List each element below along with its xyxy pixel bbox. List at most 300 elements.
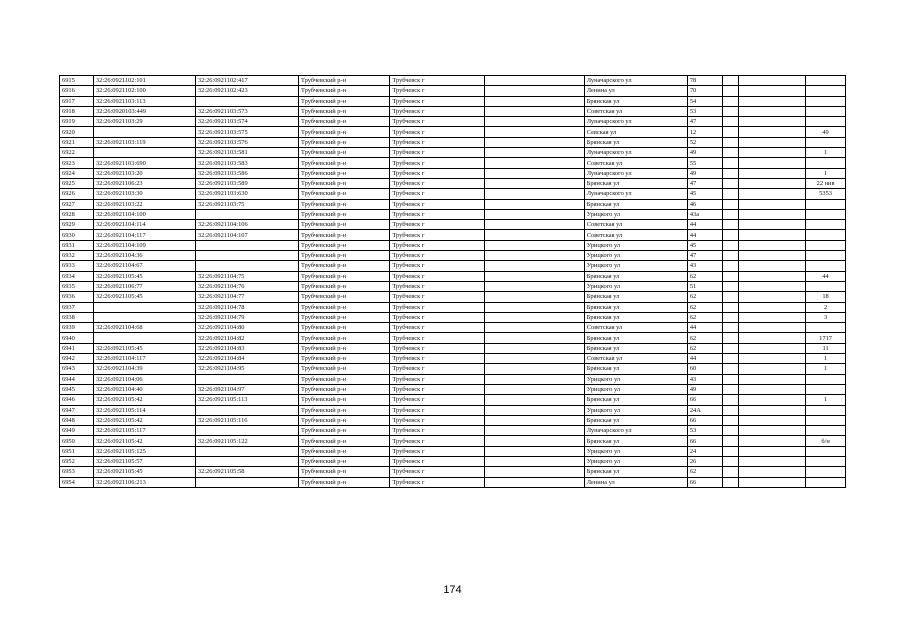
cell-house-number: 62 — [687, 343, 722, 353]
cell-row-number: 6918 — [60, 106, 94, 116]
cell-locality — [485, 384, 585, 394]
cell-cadastral-number: 32:26:0921105:114 — [93, 405, 195, 415]
cell-extra — [806, 251, 846, 261]
cell-house-number: 49 — [687, 148, 722, 158]
table-row — [60, 178, 846, 188]
cell-apartment — [739, 96, 806, 106]
cell-city: Трубчевск г — [390, 333, 485, 343]
cell-building — [722, 178, 738, 188]
cell-district: Трубчевский р-н — [298, 302, 389, 312]
cell-related-cadastral-number: 32:26:0921103:581 — [195, 148, 298, 158]
cell-cadastral-number: 32:26:0921105:45 — [93, 271, 195, 281]
cell-locality — [485, 117, 585, 127]
cell-building — [722, 76, 738, 86]
cell-street: Урицкого ул — [584, 281, 687, 291]
cell-locality — [485, 199, 585, 209]
cell-house-number: 49 — [687, 168, 722, 178]
cell-building — [722, 456, 738, 466]
table-row — [60, 364, 846, 374]
table-row — [60, 467, 846, 477]
cell-cadastral-number: 32:26:0921103:690 — [93, 158, 195, 168]
cell-locality — [485, 364, 585, 374]
cell-street: Ленина ул — [584, 86, 687, 96]
cell-apartment — [739, 281, 806, 291]
cell-cadastral-number: 32:26:0921105:42 — [93, 436, 195, 446]
cell-related-cadastral-number: 32:26:0921103:575 — [195, 127, 298, 137]
cell-house-number: 26 — [687, 456, 722, 466]
cell-cadastral-number: 32:26:0921105:45 — [93, 292, 195, 302]
cell-locality — [485, 333, 585, 343]
cell-district: Трубчевский р-н — [298, 312, 389, 322]
cell-apartment — [739, 395, 806, 405]
cell-row-number: 6952 — [60, 456, 94, 466]
cell-extra — [806, 96, 846, 106]
cell-street: Урицкого ул — [584, 446, 687, 456]
table-row — [60, 209, 846, 219]
cell-house-number: 62 — [687, 292, 722, 302]
cell-building — [722, 436, 738, 446]
cell-cadastral-number: 32:26:0921105:125 — [93, 446, 195, 456]
cell-house-number: 53 — [687, 426, 722, 436]
cell-building — [722, 323, 738, 333]
cell-locality — [485, 456, 585, 466]
cell-city: Трубчевск г — [390, 292, 485, 302]
table-row — [60, 477, 846, 487]
cell-house-number: 49 — [687, 384, 722, 394]
cell-extra — [806, 261, 846, 271]
cell-district: Трубчевский р-н — [298, 168, 389, 178]
cell-apartment — [739, 333, 806, 343]
cell-locality — [485, 137, 585, 147]
cell-city: Трубчевск г — [390, 426, 485, 436]
cell-street: Советская ул — [584, 354, 687, 364]
cell-city: Трубчевск г — [390, 199, 485, 209]
cell-building — [722, 251, 738, 261]
cell-row-number: 6940 — [60, 333, 94, 343]
cell-city: Трубчевск г — [390, 281, 485, 291]
cell-city: Трубчевск г — [390, 86, 485, 96]
cell-district: Трубчевский р-н — [298, 343, 389, 353]
cell-house-number: 43 — [687, 374, 722, 384]
cell-locality — [485, 302, 585, 312]
cell-locality — [485, 240, 585, 250]
cell-locality — [485, 436, 585, 446]
table-row — [60, 137, 846, 147]
cell-building — [722, 271, 738, 281]
cell-city: Трубчевск г — [390, 312, 485, 322]
cell-building — [722, 230, 738, 240]
cell-building — [722, 302, 738, 312]
table-row — [60, 148, 846, 158]
cell-city: Трубчевск г — [390, 137, 485, 147]
cell-locality — [485, 209, 585, 219]
cell-related-cadastral-number — [195, 446, 298, 456]
cell-locality — [485, 281, 585, 291]
cell-district: Трубчевский р-н — [298, 395, 389, 405]
cell-related-cadastral-number — [195, 374, 298, 384]
cell-apartment — [739, 292, 806, 302]
cell-district: Трубчевский р-н — [298, 477, 389, 487]
table-row — [60, 302, 846, 312]
cell-building — [722, 220, 738, 230]
cell-street: Луначарского ул — [584, 148, 687, 158]
cell-house-number: 24 — [687, 446, 722, 456]
cell-row-number: 6925 — [60, 178, 94, 188]
cell-extra — [806, 456, 846, 466]
cell-building — [722, 148, 738, 158]
cell-house-number: 45 — [687, 189, 722, 199]
cell-district: Трубчевский р-н — [298, 271, 389, 281]
table-row — [60, 86, 846, 96]
table-row — [60, 281, 846, 291]
cell-house-number: 47 — [687, 178, 722, 188]
cell-row-number: 6929 — [60, 220, 94, 230]
cell-building — [722, 158, 738, 168]
cell-row-number: 6921 — [60, 137, 94, 147]
cell-related-cadastral-number: 32:26:0921104:84 — [195, 354, 298, 364]
cell-city: Трубчевск г — [390, 220, 485, 230]
cell-apartment — [739, 209, 806, 219]
table-row — [60, 343, 846, 353]
table-row — [60, 199, 846, 209]
cell-related-cadastral-number: 32:26:0921104:80 — [195, 323, 298, 333]
cell-city: Трубчевск г — [390, 76, 485, 86]
cell-row-number: 6924 — [60, 168, 94, 178]
cell-cadastral-number: 32:26:0921103:30 — [93, 189, 195, 199]
cell-building — [722, 467, 738, 477]
cell-related-cadastral-number: 32:26:0921103:574 — [195, 117, 298, 127]
cell-apartment — [739, 271, 806, 281]
cell-apartment — [739, 312, 806, 322]
cell-city: Трубчевск г — [390, 271, 485, 281]
cell-apartment — [739, 240, 806, 250]
cell-locality — [485, 261, 585, 271]
cell-related-cadastral-number: 32:26:0921103:75 — [195, 199, 298, 209]
cell-related-cadastral-number: 32:26:0921104:77 — [195, 292, 298, 302]
cell-cadastral-number — [93, 148, 195, 158]
table-row — [60, 405, 846, 415]
cell-street: Луначарского ул — [584, 189, 687, 199]
cell-house-number: 44 — [687, 354, 722, 364]
cell-street: Брянская ул — [584, 271, 687, 281]
cell-street: Брянская ул — [584, 364, 687, 374]
cell-related-cadastral-number: 32:26:0921104:106 — [195, 220, 298, 230]
cell-apartment — [739, 86, 806, 96]
table-row — [60, 168, 846, 178]
cell-extra — [806, 230, 846, 240]
cell-street: Урицкого ул — [584, 456, 687, 466]
cell-district: Трубчевский р-н — [298, 374, 389, 384]
cell-district: Трубчевский р-н — [298, 292, 389, 302]
cell-district: Трубчевский р-н — [298, 384, 389, 394]
cell-street: Луначарского ул — [584, 168, 687, 178]
cell-locality — [485, 467, 585, 477]
cell-related-cadastral-number: 32:26:0921103:573 — [195, 106, 298, 116]
cell-street: Брянская ул — [584, 467, 687, 477]
cell-row-number: 6933 — [60, 261, 94, 271]
cell-cadastral-number: 32:26:0921104:39 — [93, 364, 195, 374]
cell-locality — [485, 477, 585, 487]
cadastral-table — [59, 75, 846, 488]
cell-locality — [485, 395, 585, 405]
cell-locality — [485, 178, 585, 188]
cell-city: Трубчевск г — [390, 323, 485, 333]
cell-cadastral-number: 32:26:0921106:213 — [93, 477, 195, 487]
cell-row-number: 6917 — [60, 96, 94, 106]
cell-city: Трубчевск г — [390, 240, 485, 250]
cell-cadastral-number: 32:26:0921104:117 — [93, 354, 195, 364]
cell-locality — [485, 323, 585, 333]
cell-row-number: 6915 — [60, 76, 94, 86]
cell-building — [722, 364, 738, 374]
cell-extra: 2 — [806, 302, 846, 312]
cell-cadastral-number: 32:26:0921104:67 — [93, 261, 195, 271]
cell-extra — [806, 405, 846, 415]
cell-city: Трубчевск г — [390, 364, 485, 374]
cell-extra — [806, 384, 846, 394]
cell-locality — [485, 168, 585, 178]
cell-related-cadastral-number: 32:26:0921103:583 — [195, 158, 298, 168]
cell-extra — [806, 240, 846, 250]
cell-related-cadastral-number: 32:26:0921104:76 — [195, 281, 298, 291]
cell-locality — [485, 76, 585, 86]
cell-row-number: 6941 — [60, 343, 94, 353]
cell-row-number: 6935 — [60, 281, 94, 291]
cell-row-number: 6928 — [60, 209, 94, 219]
cell-street: Брянская ул — [584, 436, 687, 446]
cell-row-number: 6919 — [60, 117, 94, 127]
cell-extra: 11 — [806, 343, 846, 353]
cell-related-cadastral-number: 32:26:0921105:116 — [195, 415, 298, 425]
cell-extra: 1717 — [806, 333, 846, 343]
cell-house-number: 66 — [687, 415, 722, 425]
cell-apartment — [739, 148, 806, 158]
cell-row-number: 6920 — [60, 127, 94, 137]
cell-locality — [485, 189, 585, 199]
table-row — [60, 333, 846, 343]
cell-district: Трубчевский р-н — [298, 354, 389, 364]
cell-street: Брянская ул — [584, 333, 687, 343]
cell-row-number: 6953 — [60, 467, 94, 477]
cell-city: Трубчевск г — [390, 477, 485, 487]
cell-apartment — [739, 446, 806, 456]
cell-district: Трубчевский р-н — [298, 209, 389, 219]
cell-extra: 3 — [806, 312, 846, 322]
cell-locality — [485, 148, 585, 158]
cell-related-cadastral-number — [195, 261, 298, 271]
table-row — [60, 384, 846, 394]
table-row — [60, 251, 846, 261]
cell-extra — [806, 158, 846, 168]
cell-extra — [806, 209, 846, 219]
cell-locality — [485, 343, 585, 353]
cell-street: Брянская ул — [584, 302, 687, 312]
cell-extra: 1 — [806, 395, 846, 405]
cell-cadastral-number: 32:26:0920103:449 — [93, 106, 195, 116]
cell-related-cadastral-number: 32:26:0921104:95 — [195, 364, 298, 374]
cell-building — [722, 86, 738, 96]
cell-apartment — [739, 343, 806, 353]
cell-locality — [485, 220, 585, 230]
cell-house-number: 46 — [687, 199, 722, 209]
cell-street: Брянская ул — [584, 395, 687, 405]
cell-street: Советская ул — [584, 158, 687, 168]
cell-street: Луначарского ул — [584, 426, 687, 436]
cell-street: Брянская ул — [584, 137, 687, 147]
cell-cadastral-number: 32:26:0921102:101 — [93, 76, 195, 86]
cell-building — [722, 395, 738, 405]
cell-row-number: 6934 — [60, 271, 94, 281]
cell-city: Трубчевск г — [390, 354, 485, 364]
cell-cadastral-number: 32:26:0921105:45 — [93, 467, 195, 477]
cell-cadastral-number: 32:26:0921106:23 — [93, 178, 195, 188]
cell-apartment — [739, 354, 806, 364]
cell-house-number: 43а — [687, 209, 722, 219]
cell-building — [722, 199, 738, 209]
cell-locality — [485, 292, 585, 302]
cell-building — [722, 292, 738, 302]
table-row — [60, 415, 846, 425]
cell-building — [722, 106, 738, 116]
cell-district: Трубчевский р-н — [298, 323, 389, 333]
cell-cadastral-number: 32:26:0921104:114 — [93, 220, 195, 230]
cell-cadastral-number: 32:26:0921106:77 — [93, 281, 195, 291]
cell-row-number: 6942 — [60, 354, 94, 364]
cell-extra: 1 — [806, 354, 846, 364]
cell-related-cadastral-number: 32:26:0921102:423 — [195, 86, 298, 96]
cell-related-cadastral-number: 32:26:0921104:82 — [195, 333, 298, 343]
cell-related-cadastral-number: 32:26:0921104:83 — [195, 343, 298, 353]
cell-building — [722, 127, 738, 137]
cell-city: Трубчевск г — [390, 395, 485, 405]
cell-city: Трубчевск г — [390, 178, 485, 188]
cell-apartment — [739, 127, 806, 137]
cell-district: Трубчевский р-н — [298, 281, 389, 291]
cell-related-cadastral-number: 32:26:0921105:122 — [195, 436, 298, 446]
cell-related-cadastral-number — [195, 426, 298, 436]
cell-related-cadastral-number — [195, 405, 298, 415]
cell-cadastral-number — [93, 302, 195, 312]
cell-row-number: 6951 — [60, 446, 94, 456]
cell-house-number: 44 — [687, 220, 722, 230]
cell-house-number: 62 — [687, 467, 722, 477]
cell-building — [722, 281, 738, 291]
cell-row-number: 6926 — [60, 189, 94, 199]
cell-related-cadastral-number — [195, 251, 298, 261]
cell-house-number: 12 — [687, 127, 722, 137]
cell-street: Брянская ул — [584, 199, 687, 209]
cell-locality — [485, 312, 585, 322]
cell-house-number: 62 — [687, 333, 722, 343]
cell-apartment — [739, 261, 806, 271]
cell-extra — [806, 323, 846, 333]
cell-row-number: 6939 — [60, 323, 94, 333]
cell-building — [722, 117, 738, 127]
cell-district: Трубчевский р-н — [298, 137, 389, 147]
cell-district: Трубчевский р-н — [298, 106, 389, 116]
cell-house-number: 43 — [687, 261, 722, 271]
cell-house-number: 47 — [687, 251, 722, 261]
cell-building — [722, 354, 738, 364]
cell-district: Трубчевский р-н — [298, 86, 389, 96]
cell-extra — [806, 467, 846, 477]
cell-city: Трубчевск г — [390, 127, 485, 137]
table-body — [60, 76, 846, 488]
cell-building — [722, 415, 738, 425]
cell-district: Трубчевский р-н — [298, 76, 389, 86]
cell-cadastral-number: 32:26:0921104:68 — [93, 323, 195, 333]
cell-extra: 1 — [806, 364, 846, 374]
cell-apartment — [739, 323, 806, 333]
cell-street: Брянская ул — [584, 292, 687, 302]
cell-cadastral-number: 32:26:0921105:42 — [93, 395, 195, 405]
cell-street: Урицкого ул — [584, 240, 687, 250]
cell-extra — [806, 374, 846, 384]
cell-row-number: 6944 — [60, 374, 94, 384]
cell-apartment — [739, 436, 806, 446]
cell-house-number: 51 — [687, 281, 722, 291]
cell-apartment — [739, 384, 806, 394]
cell-city: Трубчевск г — [390, 251, 485, 261]
cell-row-number: 6927 — [60, 199, 94, 209]
cell-building — [722, 168, 738, 178]
cell-apartment — [739, 220, 806, 230]
cell-locality — [485, 86, 585, 96]
cell-related-cadastral-number: 32:26:0921104:79 — [195, 312, 298, 322]
cell-building — [722, 96, 738, 106]
cell-building — [722, 209, 738, 219]
cell-street: Брянская ул — [584, 343, 687, 353]
cell-extra — [806, 446, 846, 456]
cell-row-number: 6930 — [60, 230, 94, 240]
cell-cadastral-number: 32:26:0921105:42 — [93, 415, 195, 425]
cell-city: Трубчевск г — [390, 415, 485, 425]
cell-extra: 1 — [806, 148, 846, 158]
cell-city: Трубчевск г — [390, 148, 485, 158]
cell-building — [722, 446, 738, 456]
cell-related-cadastral-number — [195, 240, 298, 250]
cell-row-number: 6947 — [60, 405, 94, 415]
cell-row-number: 6945 — [60, 384, 94, 394]
table-row — [60, 426, 846, 436]
cell-row-number: 6948 — [60, 415, 94, 425]
cell-street: Советская ул — [584, 106, 687, 116]
cell-district: Трубчевский р-н — [298, 467, 389, 477]
cell-extra: 18 — [806, 292, 846, 302]
cell-house-number: 60 — [687, 364, 722, 374]
cell-cadastral-number: 32:26:0921103:20 — [93, 168, 195, 178]
cell-apartment — [739, 415, 806, 425]
cell-district: Трубчевский р-н — [298, 117, 389, 127]
cell-extra: 5353 — [806, 189, 846, 199]
cell-locality — [485, 354, 585, 364]
cell-street: Севская ул — [584, 127, 687, 137]
cell-apartment — [739, 158, 806, 168]
cell-city: Трубчевск г — [390, 456, 485, 466]
cell-building — [722, 189, 738, 199]
cell-city: Трубчевск г — [390, 405, 485, 415]
cell-street: Урицкого ул — [584, 251, 687, 261]
cell-row-number: 6950 — [60, 436, 94, 446]
cell-apartment — [739, 477, 806, 487]
cell-extra: 22 нив — [806, 178, 846, 188]
cell-row-number: 6922 — [60, 148, 94, 158]
cell-city: Трубчевск г — [390, 96, 485, 106]
cell-house-number: 62 — [687, 302, 722, 312]
cell-apartment — [739, 76, 806, 86]
cell-house-number: 24А — [687, 405, 722, 415]
cell-street: Урицкого ул — [584, 209, 687, 219]
